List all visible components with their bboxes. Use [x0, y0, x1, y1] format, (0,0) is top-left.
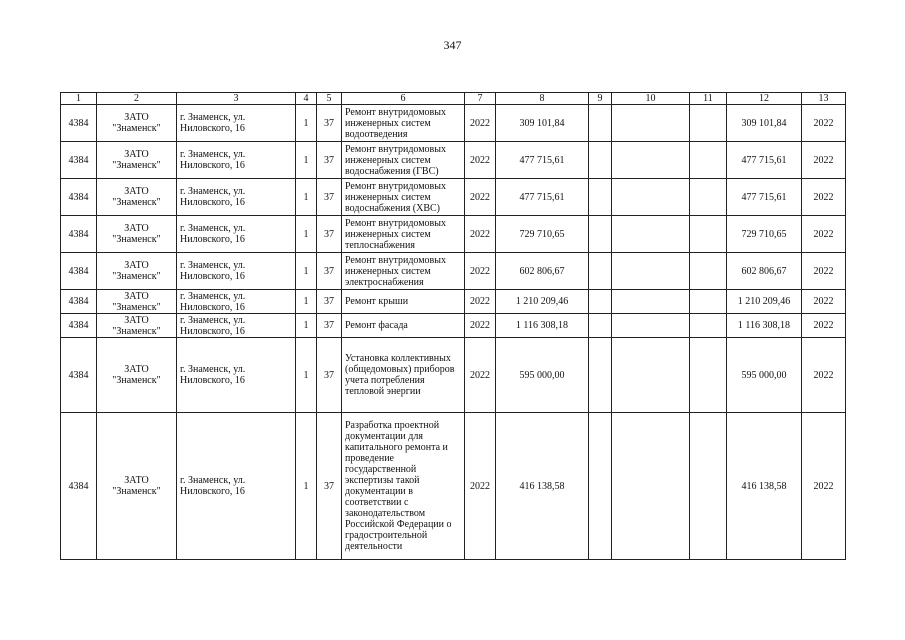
col-header: 13: [802, 93, 846, 105]
cell-end-year: 2022: [802, 216, 846, 253]
cell-col11: [690, 338, 727, 413]
cell-col11: [690, 105, 727, 142]
cell-col11: [690, 413, 727, 560]
cell-registry-number: 4384: [61, 253, 97, 290]
cell-total: 602 806,67: [727, 253, 802, 290]
cell-year: 2022: [465, 253, 496, 290]
cell-col9: [589, 413, 612, 560]
cell-total: 729 710,65: [727, 216, 802, 253]
cell-work-type: Ремонт внутридомовых инженерных систем теплоснабжения: [342, 216, 465, 253]
cell-cost: 602 806,67: [496, 253, 589, 290]
cell-year: 2022: [465, 290, 496, 314]
cell-col9: [589, 142, 612, 179]
cell-registry-number: 4384: [61, 179, 97, 216]
cell-col10: [612, 105, 690, 142]
cell-year: 2022: [465, 338, 496, 413]
cell-municipality: ЗАТО "Знаменск": [97, 179, 177, 216]
cell-total: 416 138,58: [727, 413, 802, 560]
cell-end-year: 2022: [802, 253, 846, 290]
cell-end-year: 2022: [802, 105, 846, 142]
cell-work-type: Ремонт фасада: [342, 314, 465, 338]
cell-year: 2022: [465, 216, 496, 253]
table-row: [61, 179, 846, 216]
cell-registry-number: 4384: [61, 413, 97, 560]
cell-year: 2022: [465, 179, 496, 216]
cell-col5: 37: [317, 142, 342, 179]
col-header: 6: [342, 93, 465, 105]
col-header: 11: [690, 93, 727, 105]
cell-col10: [612, 179, 690, 216]
cell-municipality: ЗАТО "Знаменск": [97, 413, 177, 560]
cell-col10: [612, 314, 690, 338]
cell-col5: 37: [317, 314, 342, 338]
table-row: [61, 338, 846, 413]
table-row: [61, 253, 846, 290]
cell-cost: 729 710,65: [496, 216, 589, 253]
cell-col11: [690, 314, 727, 338]
cell-municipality: ЗАТО "Знаменск": [97, 105, 177, 142]
col-header: 9: [589, 93, 612, 105]
cell-cost: 477 715,61: [496, 179, 589, 216]
cell-work-type: Ремонт внутридомовых инженерных систем водоснабжения (ГВС): [342, 142, 465, 179]
cell-col5: 37: [317, 413, 342, 560]
page-number: 347: [443, 38, 462, 52]
cell-end-year: 2022: [802, 142, 846, 179]
cell-year: 2022: [465, 105, 496, 142]
cell-col9: [589, 338, 612, 413]
cell-col9: [589, 253, 612, 290]
cell-col11: [690, 142, 727, 179]
col-header: 4: [296, 93, 317, 105]
cell-municipality: ЗАТО "Знаменск": [97, 253, 177, 290]
cell-municipality: ЗАТО "Знаменск": [97, 290, 177, 314]
cell-cost: 416 138,58: [496, 413, 589, 560]
cell-work-type: Ремонт внутридомовых инженерных систем водоотведения: [342, 105, 465, 142]
cell-year: 2022: [465, 142, 496, 179]
cell-col10: [612, 216, 690, 253]
cell-col5: 37: [317, 290, 342, 314]
cell-col9: [589, 314, 612, 338]
cell-col10: [612, 142, 690, 179]
cell-total: 1 116 308,18: [727, 314, 802, 338]
cell-end-year: 2022: [802, 314, 846, 338]
cell-col4: 1: [296, 142, 317, 179]
cell-address: г. Знаменск, ул. Ниловского, 16: [177, 142, 296, 179]
repair-program-table: [60, 92, 846, 560]
cell-col5: 37: [317, 338, 342, 413]
cell-municipality: ЗАТО "Знаменск": [97, 142, 177, 179]
cell-cost: 477 715,61: [496, 142, 589, 179]
cell-end-year: 2022: [802, 413, 846, 560]
cell-address: г. Знаменск, ул. Ниловского, 16: [177, 105, 296, 142]
cell-col9: [589, 290, 612, 314]
col-header: 10: [612, 93, 690, 105]
cell-municipality: ЗАТО "Знаменск": [97, 314, 177, 338]
cell-col9: [589, 105, 612, 142]
cell-work-type: Ремонт крыши: [342, 290, 465, 314]
cell-col11: [690, 179, 727, 216]
cell-total: 477 715,61: [727, 179, 802, 216]
cell-col9: [589, 179, 612, 216]
cell-cost: 1 116 308,18: [496, 314, 589, 338]
column-number-row: [61, 93, 846, 105]
cell-col10: [612, 413, 690, 560]
cell-address: г. Знаменск, ул. Ниловского, 16: [177, 413, 296, 560]
col-header: 1: [61, 93, 97, 105]
cell-col5: 37: [317, 216, 342, 253]
cell-col4: 1: [296, 314, 317, 338]
cell-col4: 1: [296, 253, 317, 290]
cell-total: 477 715,61: [727, 142, 802, 179]
table-row: [61, 314, 846, 338]
cell-cost: 309 101,84: [496, 105, 589, 142]
cell-col11: [690, 290, 727, 314]
cell-total: 595 000,00: [727, 338, 802, 413]
cell-address: г. Знаменск, ул. Ниловского, 16: [177, 338, 296, 413]
cell-col11: [690, 253, 727, 290]
table-row: [61, 413, 846, 560]
cell-col10: [612, 290, 690, 314]
cell-address: г. Знаменск, ул. Ниловского, 16: [177, 290, 296, 314]
cell-col4: 1: [296, 216, 317, 253]
table-row: [61, 290, 846, 314]
col-header: 3: [177, 93, 296, 105]
cell-registry-number: 4384: [61, 314, 97, 338]
col-header: 5: [317, 93, 342, 105]
table-row: [61, 216, 846, 253]
cell-work-type: Разработка проектной документации для капитального ремонта и проведение государственной экспертизы такой документации в соответствии с законодательством Российской Федерации о градостроительной деятельности: [342, 413, 465, 560]
cell-col4: 1: [296, 290, 317, 314]
cell-col4: 1: [296, 105, 317, 142]
cell-col5: 37: [317, 253, 342, 290]
col-header: 2: [97, 93, 177, 105]
cell-work-type: Ремонт внутридомовых инженерных систем электроснабжения: [342, 253, 465, 290]
cell-cost: 1 210 209,46: [496, 290, 589, 314]
cell-end-year: 2022: [802, 179, 846, 216]
cell-end-year: 2022: [802, 338, 846, 413]
cell-year: 2022: [465, 314, 496, 338]
cell-col11: [690, 216, 727, 253]
cell-col9: [589, 216, 612, 253]
cell-registry-number: 4384: [61, 105, 97, 142]
cell-registry-number: 4384: [61, 216, 97, 253]
cell-registry-number: 4384: [61, 290, 97, 314]
cell-municipality: ЗАТО "Знаменск": [97, 216, 177, 253]
cell-total: 309 101,84: [727, 105, 802, 142]
cell-address: г. Знаменск, ул. Ниловского, 16: [177, 216, 296, 253]
cell-col4: 1: [296, 413, 317, 560]
table-row: [61, 105, 846, 142]
cell-work-type: Установка коллективных (общедомовых) приборов учета потребления тепловой энергии: [342, 338, 465, 413]
cell-col4: 1: [296, 338, 317, 413]
cell-work-type: Ремонт внутридомовых инженерных систем водоснабжения (ХВС): [342, 179, 465, 216]
cell-address: г. Знаменск, ул. Ниловского, 16: [177, 179, 296, 216]
cell-col10: [612, 338, 690, 413]
cell-total: 1 210 209,46: [727, 290, 802, 314]
cell-col5: 37: [317, 105, 342, 142]
cell-address: г. Знаменск, ул. Ниловского, 16: [177, 314, 296, 338]
cell-col5: 37: [317, 179, 342, 216]
table-row: [61, 142, 846, 179]
cell-col10: [612, 253, 690, 290]
col-header: 7: [465, 93, 496, 105]
cell-cost: 595 000,00: [496, 338, 589, 413]
cell-end-year: 2022: [802, 290, 846, 314]
cell-address: г. Знаменск, ул. Ниловского, 16: [177, 253, 296, 290]
cell-registry-number: 4384: [61, 142, 97, 179]
cell-municipality: ЗАТО "Знаменск": [97, 338, 177, 413]
cell-year: 2022: [465, 413, 496, 560]
col-header: 12: [727, 93, 802, 105]
cell-col4: 1: [296, 179, 317, 216]
col-header: 8: [496, 93, 589, 105]
cell-registry-number: 4384: [61, 338, 97, 413]
